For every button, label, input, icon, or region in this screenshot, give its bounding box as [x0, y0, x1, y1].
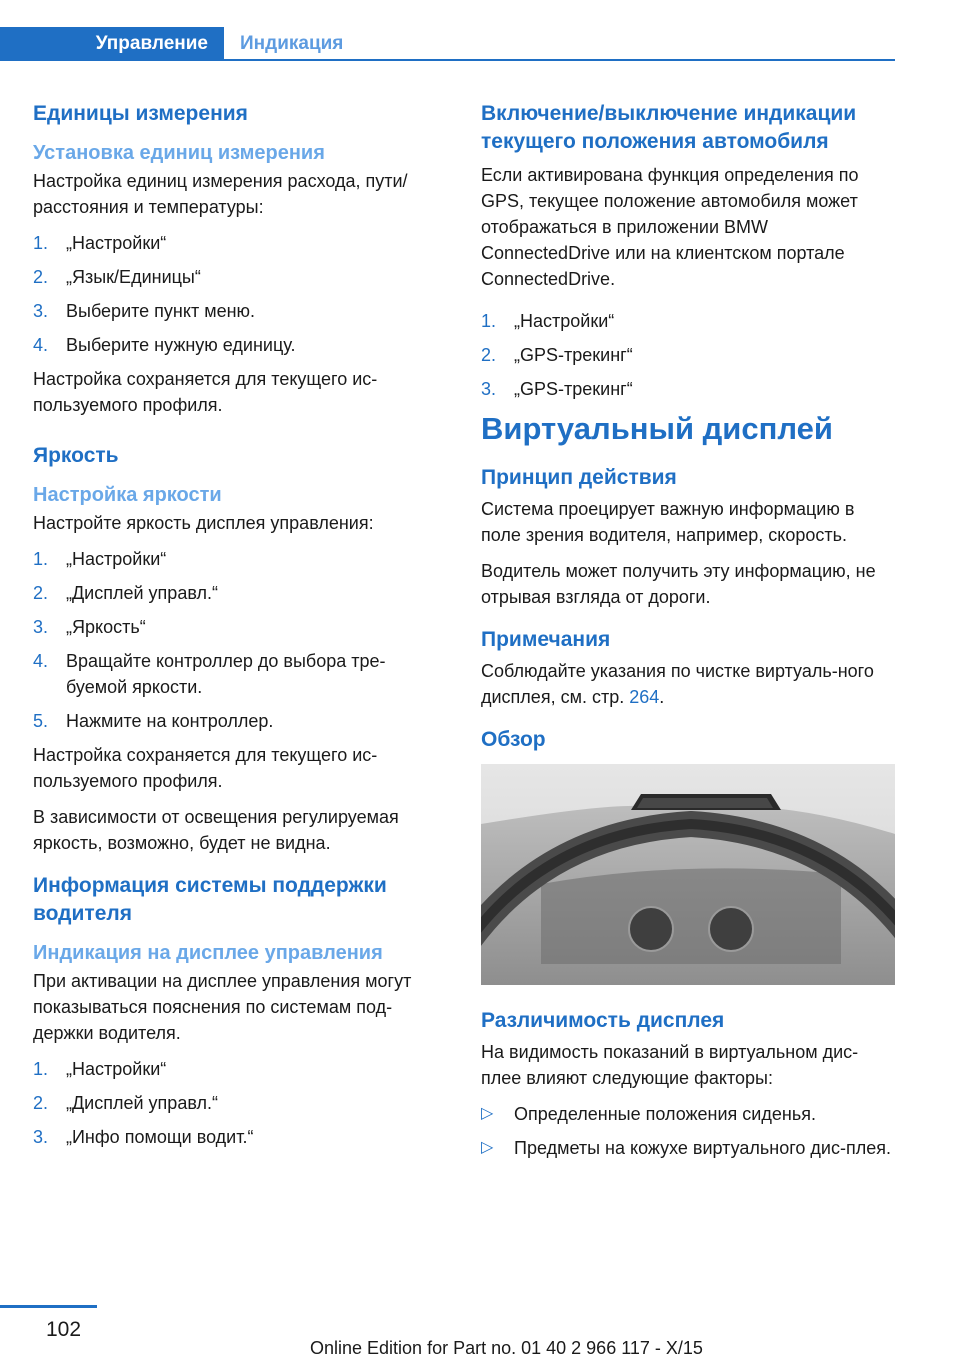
paragraph: Настройка сохраняется для текущего ис-пользуемого профиля. — [33, 369, 378, 415]
list-item: 5. Нажмите на контроллер. — [33, 711, 274, 731]
subsection-title-control-display: Индикация на дисплее управления — [33, 942, 383, 964]
list-item: 2. „Язык/Единицы“ — [33, 267, 201, 287]
list-item: ▷ Определенные положения сиденья. — [481, 1101, 895, 1127]
paragraph: Водитель может получить эту информацию, не отрывая взгляда от дороги. — [481, 561, 876, 607]
list-item: 1. „Настройки“ — [481, 311, 615, 331]
paragraph: Если активирована функция определения по GPS, текущее положение автомобиля может отображаться в приложении BMW ConnectedDrive или на клиентском портале ConnectedDrive. — [481, 165, 859, 289]
list-item: 3. „GPS-трекинг“ — [481, 379, 633, 399]
list-item: 3. „Инфо помощи водит.“ — [33, 1127, 254, 1147]
section-title-units: Единицы измерения — [33, 102, 248, 125]
page-number: 102 — [46, 1318, 82, 1341]
chapter-title-virtual-display: Виртуальный дисплей — [481, 411, 833, 446]
paragraph: Настройте яркость дисплея управления: — [33, 513, 374, 533]
steps-list-brightness — [33, 546, 445, 734]
section-title-gps-tracking: Включение/выключение индикации текущего положения автомобиля — [481, 102, 857, 153]
header-rule — [224, 59, 895, 61]
steps-list-units — [33, 230, 445, 358]
triangle-bullet-icon: ▷ — [481, 1105, 494, 1122]
subsection-title-overview: Обзор — [481, 728, 546, 751]
list-item: 2. „Дисплей управл.“ — [33, 583, 218, 603]
list-item: 1. „Настройки“ — [33, 549, 167, 569]
section-title-brightness: Яркость — [33, 444, 119, 467]
paragraph: На видимость показаний в виртуальном дис-плее влияют следующие факторы: — [481, 1042, 859, 1088]
header-tabs — [0, 0, 960, 62]
list-item: 2. „Дисплей управл.“ — [33, 1093, 218, 1113]
right-column — [481, 100, 895, 1169]
subsection-title-principle: Принцип действия — [481, 466, 677, 489]
paragraph: При активации на дисплее управления могут показываться пояснения по системам под-держки водителя. — [33, 971, 412, 1043]
list-item: 2. „GPS-трекинг“ — [481, 345, 633, 365]
list-item: 3. Выберите пункт меню. — [33, 301, 256, 321]
subsection-title-notes: Примечания — [481, 628, 611, 651]
subsection-title-units-setup: Установка единиц измерения — [33, 142, 325, 164]
list-item: 4. Вращайте контроллер до выбора тре-буемой яркости. — [33, 651, 386, 697]
list-item: 1. „Настройки“ — [33, 1059, 167, 1079]
list-item: 3. „Яркость“ — [33, 617, 146, 637]
list-item: ▷ Предметы на кожухе виртуального дис-плея. — [481, 1135, 895, 1161]
dashboard-illustration — [481, 764, 895, 985]
section-title-driver-assist: Информация системы поддержки водителя — [33, 874, 387, 925]
list-item: 4. Выберите нужную единицу. — [33, 335, 296, 355]
paragraph: Система проецирует важную информацию в поле зрения водителя, например, скорость. — [481, 499, 855, 545]
subsection-title-visibility: Различимость дисплея — [481, 1009, 725, 1032]
triangle-bullet-icon: ▷ — [481, 1139, 494, 1156]
page-link[interactable]: 264 — [629, 687, 660, 707]
steps-list-driver-assist — [33, 1056, 445, 1150]
paragraph-cleaning-note: Соблюдайте указания по чистке виртуаль-ного дисплея, см. стр. 264. — [481, 661, 874, 707]
paragraph: Настройка единиц измерения расхода, пути/расстояния и температуры: — [33, 171, 408, 217]
left-column — [33, 100, 445, 1158]
tab-indikatsiya[interactable]: Индикация — [240, 33, 344, 54]
bullet-list-visibility — [481, 1101, 895, 1161]
subsection-title-brightness-setup: Настройка яркости — [33, 484, 222, 506]
edition-note: Online Edition for Part no. 01 40 2 966 117 - X/15 — [310, 1338, 703, 1358]
list-item: 1. „Настройки“ — [33, 233, 167, 253]
footer-rule — [0, 1305, 97, 1308]
paragraph: Настройка сохраняется для текущего ис-пользуемого профиля. — [33, 745, 378, 791]
paragraph: В зависимости от освещения регулируемая яркость, возможно, будет не видна. — [33, 807, 399, 853]
tab-upravlenie[interactable]: Управление — [0, 27, 224, 61]
steps-list-gps — [481, 308, 895, 402]
